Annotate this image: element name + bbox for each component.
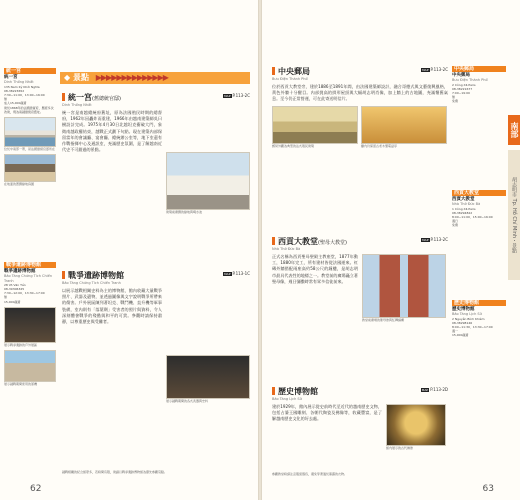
sidebar-hours: 8:00~11:30、13:30~17:00	[452, 325, 493, 330]
section-body: 建於1929年，館內展示從史前時代至近代的越南歷史文物，包括占婆王國雕刻、各朝代陶瓷及佛像等，收藏豐富，是了解越南歷史文化的好去處。	[272, 404, 382, 422]
sidebar-note: 建於1868年的法國總督府，歷經多次改建，現為南越總統府舊址。	[4, 105, 54, 114]
map-reference: MAP P.113-1C	[224, 271, 250, 276]
photo-caption: 郵局外觀為典型的法式殖民建築	[272, 143, 315, 148]
map-icon: MAP	[422, 238, 429, 242]
map-icon: MAP	[421, 388, 429, 392]
sidebar-hours: 8:00~11:00、15:00~16:00	[452, 215, 493, 220]
post-office-photos	[272, 106, 448, 149]
title-marker	[272, 387, 275, 395]
region-tab[interactable]: 南部	[508, 115, 520, 145]
title-marker	[62, 93, 65, 101]
photo-caption: 館內展示的古代佛像	[386, 446, 414, 450]
left-page	[0, 0, 258, 500]
sidebar-hours: 7:30~11:00、13:00~16:00	[4, 93, 45, 98]
sidebar-address: 1 Công Xã Paris	[452, 206, 476, 211]
map-reference: MAP P.113-2C	[422, 67, 448, 72]
section-body: 統一宮是南越總統府舊址，原為法國殖民時期的總督府，1962年因轟炸而重建，1966年由越南建築師吳曰樹設計完成。1975年4月30日北越坦克衝破大門，象徵南越政權結束，越戰正式劃下句點。現在建築內部保留當年的會議廳、宴會廳、總統辦公室等，地下室還有作戰指揮中心及通訊室，充滿歷史氛圍，是了解越南近代史不可錯過的景點。	[62, 110, 162, 153]
sidebar-phone: 08-39306325	[4, 287, 25, 292]
section-title: 中央郵局	[272, 66, 448, 77]
museum-photo	[166, 355, 250, 399]
museum-photo-block	[166, 355, 250, 404]
sidebar-title: 統一宮	[4, 75, 18, 81]
section-war-remnants-museum	[62, 270, 250, 404]
sidebar-subtitle: Nhà Thờ Đức Bà	[452, 202, 481, 207]
sidebar-phone: 08-38221677	[452, 86, 473, 91]
sidebar-subtitle: Bảo Tàng Chứng Tích Chiến Tranh	[4, 274, 53, 283]
sidebar-address: 135 Nam Kỳ Khởi Nghĩa	[4, 84, 40, 89]
page-number: 63	[482, 484, 494, 494]
sidebar-fee: 免費	[452, 99, 459, 104]
photo-caption: 教堂前廣場的聖母像與紅磚鐘樓	[362, 318, 405, 322]
photo-caption: 廳內仍保留古老木製電話亭	[361, 143, 398, 148]
section-subtitle: Bảo Tàng Chứng Tích Chiến Tranh	[62, 281, 121, 285]
title-marker	[62, 271, 65, 279]
sidebar-address: 2 Nguyễn Bỉnh Khiêm	[452, 316, 485, 321]
photo-caption: 展示戰爭遺跡的戶外展區	[4, 342, 38, 347]
sidebar-closed: 週一	[452, 329, 459, 334]
sidebar-head: 歷史博物館	[452, 300, 506, 306]
palace-photo	[4, 117, 56, 147]
sidebar-head: 統一宮	[4, 68, 56, 74]
title-marker	[272, 67, 275, 75]
photo-caption: 位於中南部一帶，是法國總督官邸所在	[4, 147, 56, 152]
section-header-bar	[60, 72, 250, 84]
photo-caption: 展示越戰期間的各式武器與史料	[166, 399, 209, 403]
section-central-post-office	[272, 66, 448, 148]
section-header-label: 景點	[72, 73, 89, 82]
buddha-statue-photo	[386, 404, 446, 446]
map-icon: MAP	[224, 94, 231, 98]
palace-photo-block	[166, 152, 250, 215]
section-body: 位於西貢大教堂旁，建於1886至1891年間，由法國建築師設計，融合哥德式與文藝復興風格，黃色外牆十分醒目。內部挑高的拱形屋頂與大幅胡志明肖像，加上牆上的古地圖，充滿懷舊氣息。至今仍正常營運，可在此寄送明信片。	[272, 84, 448, 102]
post-office-interior-photo	[361, 106, 447, 144]
footnote: 越戰相關的紀念館眾多，若時間有限，建議以戰爭遺跡博物館為優先參觀景點。	[62, 470, 168, 474]
cathedral-photo	[362, 254, 446, 318]
section-title: 西貢大教堂(聖母大教堂)	[272, 236, 448, 247]
sidebar-phone: 08-38294822	[452, 210, 473, 215]
map-reference: MAP P.113-2C	[224, 93, 250, 98]
section-subtitle: Bưu Điện Thành Phố	[272, 77, 308, 81]
sidebar-head: 中央郵局	[452, 66, 506, 72]
page-number: 62	[30, 484, 42, 494]
section-subtitle: Dinh Thống Nhất	[62, 103, 92, 107]
sidebar-address: 2 Công Xã Paris	[452, 82, 476, 87]
section-reunification-palace	[62, 92, 250, 215]
hall-photo	[4, 154, 56, 182]
sidebar-title: 歷史博物館	[452, 307, 475, 313]
section-title: 歷史博物館	[272, 386, 448, 397]
section-subtitle: Nhà Thờ Đức Bà	[272, 247, 301, 251]
sidebar-subtitle: Bưu Điện Thành Phố	[452, 78, 488, 83]
sidebar-head: 西貢大教堂	[452, 190, 506, 196]
sidebar-closed: 無	[4, 97, 8, 102]
post-office-exterior-photo	[272, 106, 358, 144]
sidebar-fee: 免費	[452, 223, 459, 228]
city-tab[interactable]: 胡志明市 Tp. Hồ Chí Minh・景點	[508, 150, 520, 280]
info-sidebar-2	[4, 262, 56, 386]
sidebar-title: 西貢大教堂	[452, 197, 475, 203]
section-body: 以展示越戰相關史料為主的博物館，館內收藏大量戰爭照片、武器及遺物，並透過圖像與文字說明戰爭所帶來的傷害。戶外展區陳列著坦克、戰鬥機、直升機等軍事裝備，室內則有「落葉劑」受害者的照片與資料，令人深刻體會戰爭的殘酷與和平的可貴。參觀時請保持肅靜，以尊重歷史與受難者。	[62, 288, 162, 325]
sidebar-fee: 成人15,000越盾	[4, 101, 27, 106]
map-reference: MAP P.113-2C	[422, 237, 448, 242]
sidebar-fee: 15,000越盾	[452, 333, 469, 338]
photo-caption: 建築前廣闊的綠地與噴水池	[166, 210, 203, 214]
section-title: 戰爭遺跡博物館	[62, 270, 250, 281]
sidebar-phone: 08-38298146	[452, 320, 473, 325]
section-title: 統一宮(舊總統官邸)	[62, 92, 250, 103]
sidebar-hours: 7:00~19:00	[452, 91, 470, 96]
info-sidebar-4	[452, 190, 506, 228]
sidebar-address: 28 Võ Văn Tần	[4, 282, 26, 287]
sidebar-hours: 7:30~12:00、13:30~17:00	[4, 291, 45, 296]
sidebar-title: 中央郵局	[452, 73, 470, 79]
info-sidebar-5	[452, 300, 506, 338]
map-icon: MAP	[224, 272, 231, 276]
photo-caption: 展示越戰期間使用的軍機	[4, 381, 38, 386]
section-subtitle: Bảo Tàng Lịch Sử	[272, 397, 302, 401]
sidebar-fee: 15,000越盾	[4, 299, 21, 304]
sidebar-closed: 無	[4, 295, 8, 300]
right-page	[262, 0, 520, 500]
section-saigon-cathedral	[272, 236, 448, 323]
photo-caption: 在地面的寬闊綠地庭園	[4, 181, 35, 186]
info-sidebar-1	[4, 68, 56, 187]
info-sidebar-3	[452, 66, 506, 104]
chevrons-decoration: ▶▶▶▶▶▶▶▶▶▶▶▶▶▶	[95, 73, 168, 82]
sidebar-title: 戰爭遺跡博物館	[4, 269, 36, 275]
sidebar-subtitle: Bảo Tàng Lịch Sử	[452, 312, 482, 317]
museum-interior-photo	[4, 307, 56, 343]
map-reference: MAP P.113-2D	[421, 387, 448, 392]
sidebar-subtitle: Dinh Thống Nhất	[4, 80, 34, 85]
sidebar-closed: 週日	[452, 219, 459, 224]
section-body: 正式名稱為西貢聖母聖殿主教座堂，1877年動工，1880年完工，所有建材皆從法國運來。紅磚外牆搭配兩座高約58公尺的鐘樓，是胡志明市最具代表性的地標之一。教堂前的廣場矗立著聖母像，週日彌撒時常有眾多信徒前來。	[272, 254, 358, 284]
aircraft-photo	[4, 350, 56, 382]
sightseeing-icon: ◆	[64, 73, 71, 82]
title-marker	[272, 237, 275, 245]
sidebar-head: 戰爭遺跡博物館	[4, 262, 56, 268]
palace-main-photo	[166, 152, 250, 210]
sidebar-phone: 08-38223652	[4, 88, 25, 93]
footnote: 參觀教堂時請注意服裝儀容，避免穿著過於暴露的衣物。	[272, 472, 348, 476]
section-history-museum	[272, 386, 448, 451]
map-icon: MAP	[422, 68, 429, 72]
sidebar-closed: 無	[452, 95, 456, 100]
